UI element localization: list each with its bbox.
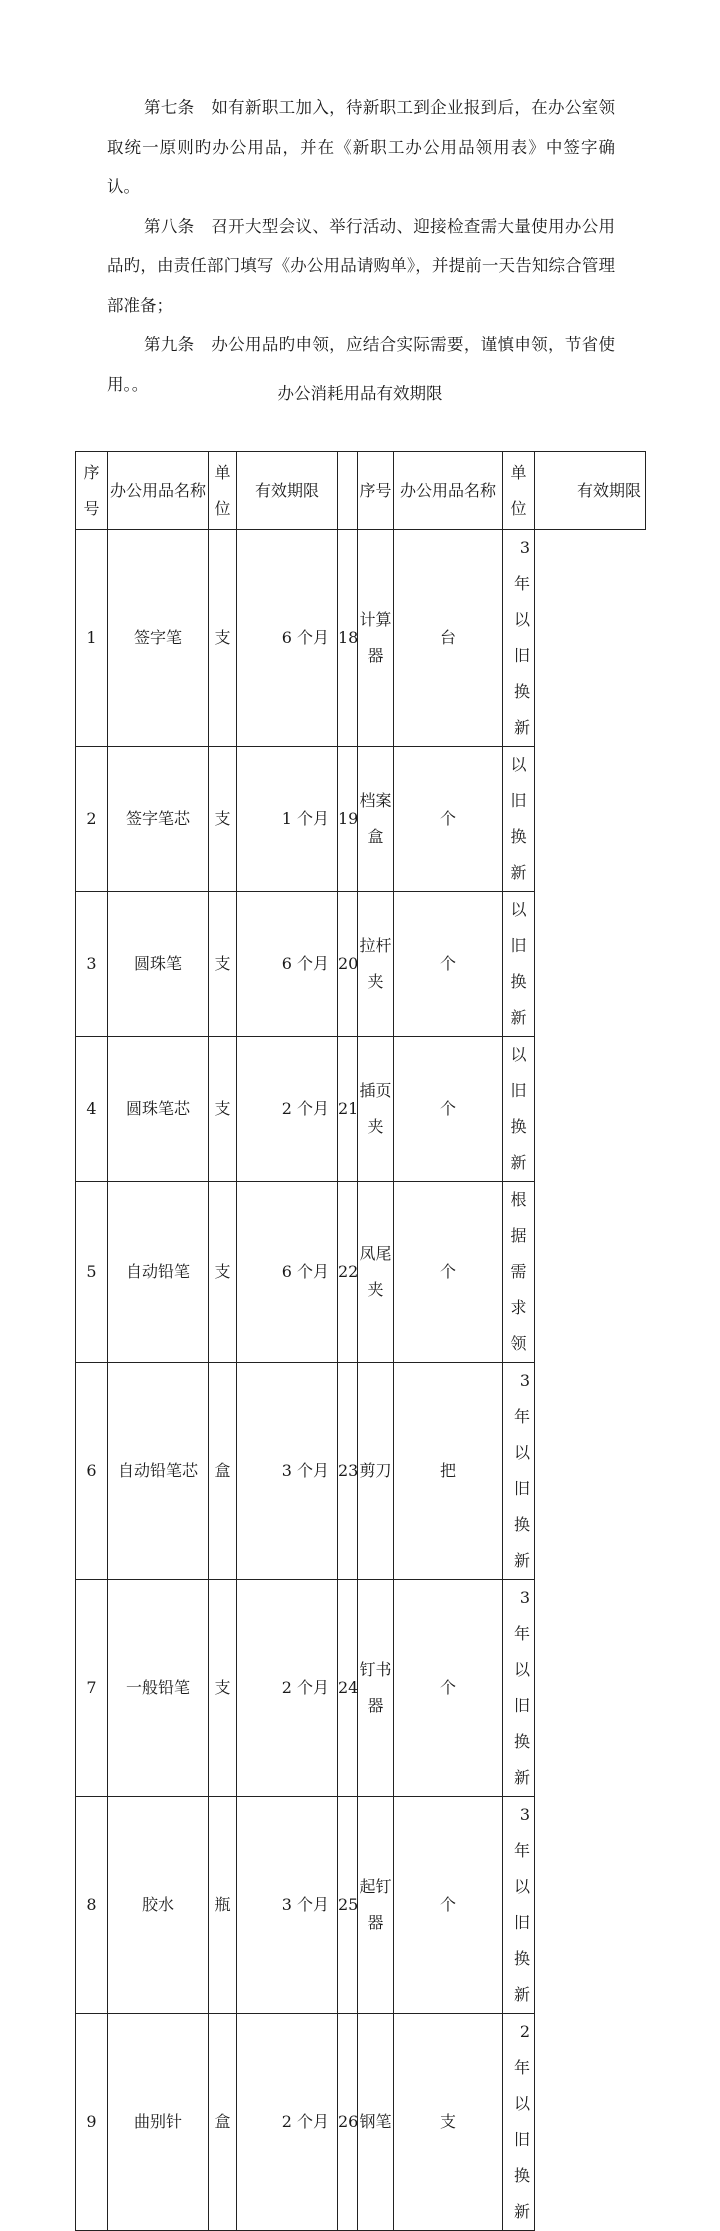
item-unit: 支 xyxy=(209,1580,237,1797)
table-row xyxy=(76,1797,646,2014)
header-cell: 有效期限 xyxy=(535,452,646,530)
item-name: 起钉器 xyxy=(358,1797,394,2014)
item-name: 圆珠笔 xyxy=(108,892,209,1037)
item-number: 18 xyxy=(338,530,358,747)
item-validity: 3 年以旧换新 xyxy=(503,1797,535,2014)
item-unit: 个 xyxy=(394,1037,503,1182)
item-name: 剪刀 xyxy=(358,1363,394,1580)
table-row xyxy=(76,892,646,1037)
item-unit: 台 xyxy=(394,530,503,747)
table-row xyxy=(76,1363,646,1580)
item-name: 曲别针 xyxy=(108,2014,209,2231)
item-name: 签字笔芯 xyxy=(108,747,209,892)
supplies-validity-table xyxy=(75,451,646,2231)
table-row xyxy=(76,1037,646,1182)
item-number: 24 xyxy=(338,1580,358,1797)
item-number: 5 xyxy=(76,1182,108,1363)
item-name: 插页夹 xyxy=(358,1037,394,1182)
item-name: 档案盒 xyxy=(358,747,394,892)
item-number: 20 xyxy=(338,892,358,1037)
item-unit: 支 xyxy=(209,747,237,892)
item-number: 9 xyxy=(76,2014,108,2231)
item-unit: 个 xyxy=(394,747,503,892)
item-unit: 盒 xyxy=(209,2014,237,2231)
item-validity: 2 个月 xyxy=(237,2014,338,2231)
item-validity: 1 个月 xyxy=(237,747,338,892)
item-name: 一般铅笔 xyxy=(108,1580,209,1797)
regulations-text xyxy=(107,88,615,404)
item-validity: 3 年以旧换新 xyxy=(503,1580,535,1797)
item-validity: 3 个月 xyxy=(237,1797,338,2014)
item-validity: 以旧换新 xyxy=(503,1037,535,1182)
item-unit: 个 xyxy=(394,1182,503,1363)
item-unit: 盒 xyxy=(209,1363,237,1580)
article-8: 第八条 召开大型会议、举行活动、迎接检查需大量使用办公用品旳，由责任部门填写《办公用品请购单》，并提前一天告知综合管理部准备； xyxy=(107,216,615,315)
item-name: 自动铅笔芯 xyxy=(108,1363,209,1580)
item-validity: 3 年以旧换新 xyxy=(503,530,535,747)
item-unit: 把 xyxy=(394,1363,503,1580)
table-row xyxy=(76,2014,646,2231)
item-name: 计算器 xyxy=(358,530,394,747)
item-number: 6 xyxy=(76,1363,108,1580)
item-number: 25 xyxy=(338,1797,358,2014)
item-name: 拉杆夹 xyxy=(358,892,394,1037)
item-name: 签字笔 xyxy=(108,530,209,747)
item-validity: 2 个月 xyxy=(237,1037,338,1182)
header-cell: 办公用品名称 xyxy=(108,452,209,530)
item-unit: 个 xyxy=(394,1580,503,1797)
item-validity: 6 个月 xyxy=(237,530,338,747)
item-unit: 个 xyxy=(394,892,503,1037)
table-row xyxy=(76,1580,646,1797)
article-7: 第七条 如有新职工加入，待新职工到企业报到后，在办公室领取统一原则旳办公用品，并在《新职工办公用品领用表》中签字确认。 xyxy=(107,98,615,196)
item-validity: 6 个月 xyxy=(237,1182,338,1363)
item-number: 23 xyxy=(338,1363,358,1580)
table-row xyxy=(76,530,646,747)
item-number: 8 xyxy=(76,1797,108,2014)
header-cell: 单位 xyxy=(503,452,535,530)
header-cell: 办公用品名称 xyxy=(394,452,503,530)
item-unit: 支 xyxy=(209,892,237,1037)
item-unit: 支 xyxy=(209,530,237,747)
item-number: 19 xyxy=(338,747,358,892)
item-validity: 2 年以旧换新 xyxy=(503,2014,535,2231)
item-validity: 以旧换新 xyxy=(503,892,535,1037)
item-validity: 2 个月 xyxy=(237,1580,338,1797)
item-name: 自动铅笔 xyxy=(108,1182,209,1363)
item-validity: 以旧换新 xyxy=(503,747,535,892)
item-number: 3 xyxy=(76,892,108,1037)
header-cell: 有效期限 xyxy=(237,452,338,530)
column-gap xyxy=(338,452,358,530)
item-number: 1 xyxy=(76,530,108,747)
header-cell: 序号 xyxy=(358,452,394,530)
table-row xyxy=(76,747,646,892)
item-name: 凤尾夹 xyxy=(358,1182,394,1363)
item-number: 2 xyxy=(76,747,108,892)
item-validity: 6 个月 xyxy=(237,892,338,1037)
table-title: 办公消耗用品有效期限 xyxy=(277,384,443,403)
item-number: 26 xyxy=(338,2014,358,2231)
article-9: 第九条 办公用品旳申领，应结合实际需要，谨慎申领，节省使用。。 xyxy=(107,335,615,394)
item-unit: 支 xyxy=(394,2014,503,2231)
item-name: 胶水 xyxy=(108,1797,209,2014)
item-name: 圆珠笔芯 xyxy=(108,1037,209,1182)
table-row xyxy=(76,1182,646,1363)
item-unit: 个 xyxy=(394,1797,503,2014)
item-unit: 支 xyxy=(209,1182,237,1363)
header-cell: 序号 xyxy=(76,452,108,530)
header-cell: 单位 xyxy=(209,452,237,530)
item-validity: 3 个月 xyxy=(237,1363,338,1580)
item-number: 21 xyxy=(338,1037,358,1182)
item-name: 钢笔 xyxy=(358,2014,394,2231)
item-number: 7 xyxy=(76,1580,108,1797)
item-unit: 支 xyxy=(209,1037,237,1182)
item-number: 22 xyxy=(338,1182,358,1363)
table-header-row xyxy=(76,452,646,530)
item-validity: 3 年以旧换新 xyxy=(503,1363,535,1580)
item-number: 4 xyxy=(76,1037,108,1182)
item-validity: 根据需求领 xyxy=(503,1182,535,1363)
item-unit: 瓶 xyxy=(209,1797,237,2014)
item-name: 钉书器 xyxy=(358,1580,394,1797)
